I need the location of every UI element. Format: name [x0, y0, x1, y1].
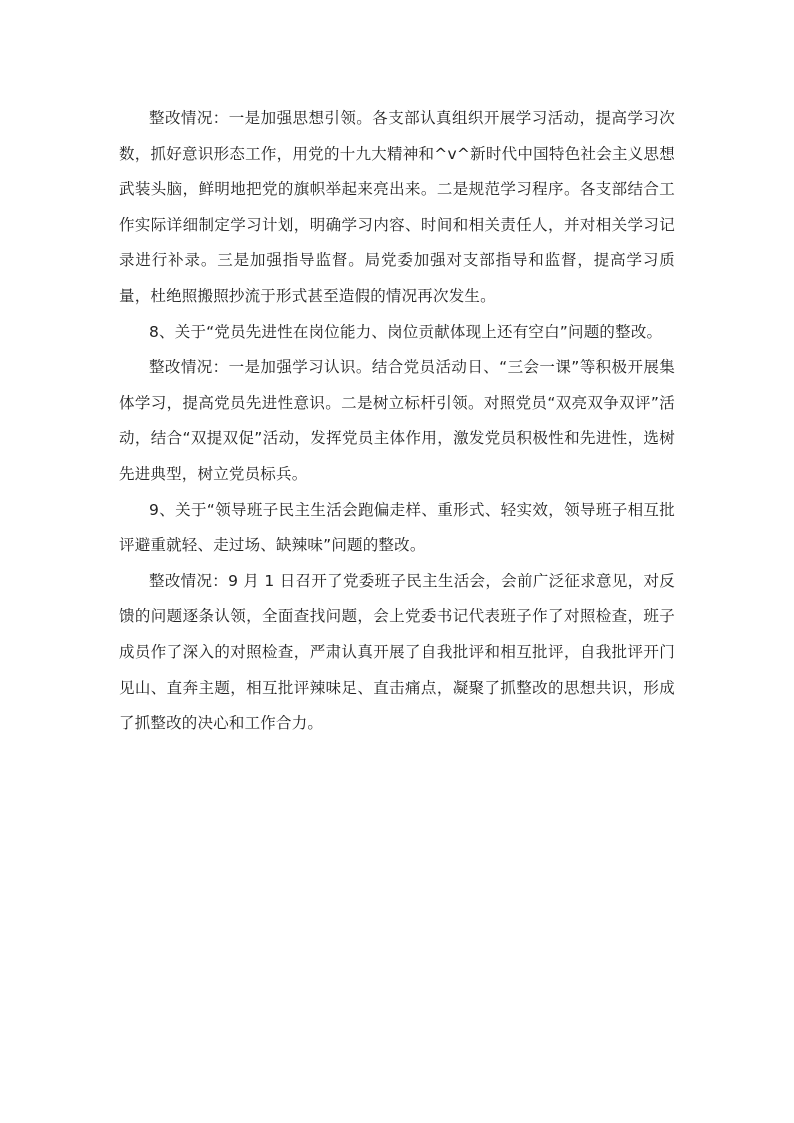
paragraph-rectification-thought-guidance: 整改情况：一是加强思想引领。各支部认真组织开展学习活动，提高学习次数，抓好意识形态工作，用党的十九大精神和^v^新时代中国特色社会主义思想武装头脑，鲜明地把党的旗帜举起来亮出来。二是规范学习程序。各支部结合工作实际详细制定学习计划，明确学习内容、时间和相关责任人，并对相关学习记录进行补录。三是加强指导监督。局党委加强对支部指导和监督，提高学习质量，杜绝照搬照抄流于形式甚至造假的情况再次发生。 — [119, 109, 675, 305]
paragraph-rectification-democratic-meeting: 整改情况：9 月 1 日召开了党委班子民主生活会，会前广泛征求意见，对反馈的问题逐条认领，全面查找问题，会上党委书记代表班子作了对照检查，班子成员作了深入的对照检查，严肃认真开展了自我批评和相互批评，自我批评开门见山、直奔主题，相互批评辣味足、直击痛点，凝聚了抓整改的思想共识，形成了抓整改的决心和工作合力。 — [119, 571, 675, 733]
document-body — [119, 101, 675, 742]
paragraph-issue-9-heading: 9、关于“领导班子民主生活会跑偏走样、重形式、轻实效，领导班子相互批评避重就轻、走过场、缺辣味”问题的整改。 — [119, 500, 675, 555]
paragraph-issue-8-heading: 8、关于“党员先进性在岗位能力、岗位贡献体现上还有空白”问题的整改。 — [149, 322, 663, 341]
paragraph-rectification-learning-awareness: 整改情况：一是加强学习认识。结合党员活动日、“三会一课”等积极开展集体学习，提高党员先进性意识。二是树立标杆引领。对照党员“双亮双争双评”活动，结合“双提双促”活动，发挥党员主体作用，激发党员积极性和先进性，选树先进典型，树立党员标兵。 — [119, 358, 675, 483]
